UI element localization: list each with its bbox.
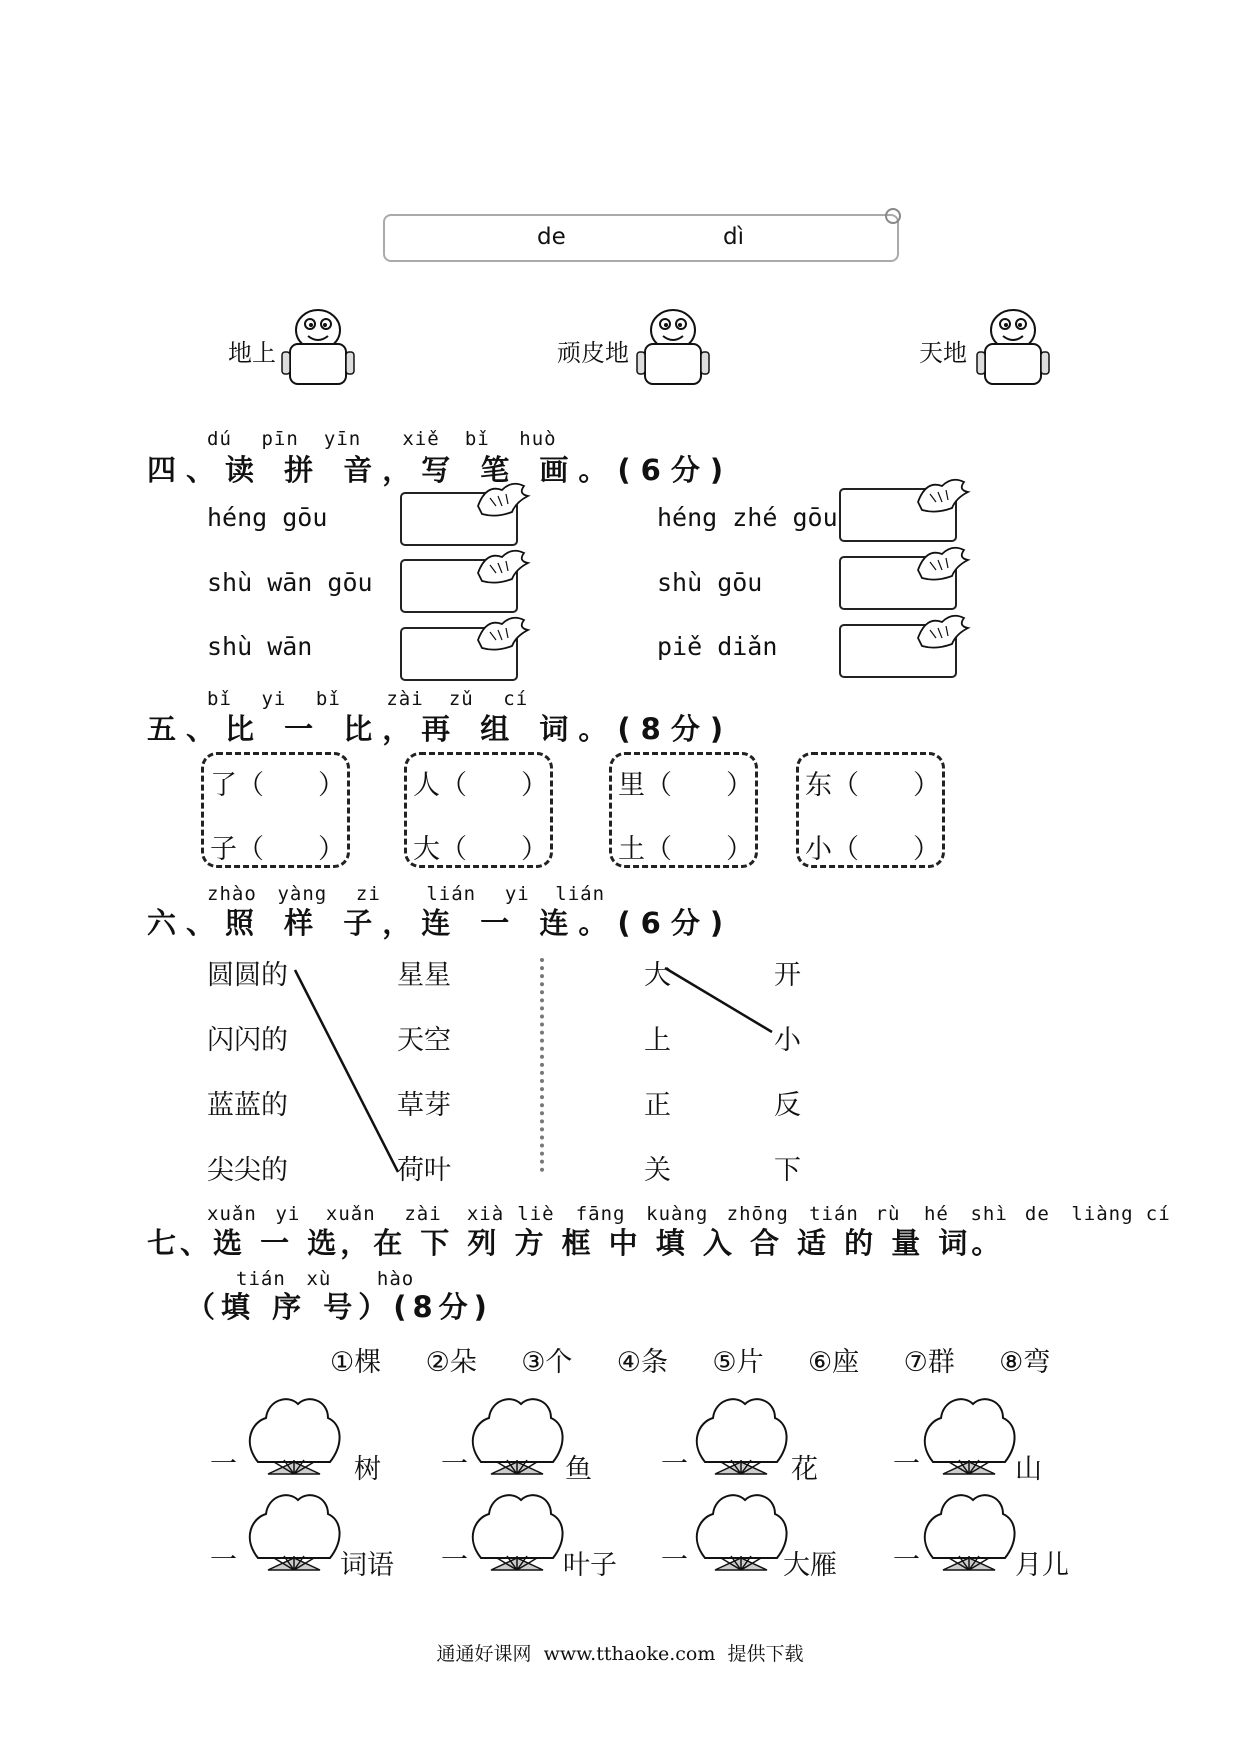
stroke-item: shù wān bbox=[207, 632, 313, 661]
option: ⑤片 bbox=[712, 1347, 764, 1378]
shell-box-icon[interactable] bbox=[919, 1392, 1019, 1480]
prefix-yi: 一 bbox=[661, 1545, 688, 1576]
measure-word-options bbox=[330, 1340, 1050, 1379]
section7-title-line1: 七、选 一 选，在 下 列 方 框 中 填 入 合 适 的 量 词。 bbox=[147, 1226, 1005, 1260]
noun: 花 bbox=[791, 1454, 818, 1485]
word-blank[interactable]: 了（ ） bbox=[210, 770, 345, 801]
stroke-item: piě diǎn bbox=[657, 632, 778, 661]
shell-box-icon[interactable] bbox=[244, 1392, 344, 1480]
prefix-yi: 一 bbox=[661, 1449, 688, 1480]
option: ①棵 bbox=[330, 1347, 382, 1378]
pinyin-di: dì bbox=[723, 224, 744, 250]
match-char-right[interactable]: 下 bbox=[774, 1155, 801, 1186]
match-char-right[interactable]: 开 bbox=[774, 960, 801, 991]
option: ④条 bbox=[616, 1347, 668, 1378]
ground-word-1: 地上 bbox=[228, 339, 276, 367]
noun: 大雁 bbox=[783, 1550, 837, 1581]
stroke-item: shù wān gōu bbox=[207, 568, 373, 597]
ground-word-2: 顽皮地 bbox=[557, 339, 629, 367]
match-word-right[interactable]: 星星 bbox=[397, 960, 451, 991]
match-word-left[interactable]: 圆圆的 bbox=[207, 960, 288, 991]
noun: 词语 bbox=[340, 1550, 394, 1581]
word-blank[interactable]: 大（ ） bbox=[413, 834, 548, 865]
match-word-right[interactable]: 荷叶 bbox=[397, 1155, 451, 1186]
section7-pinyin-line2: tián xù hào bbox=[236, 1268, 415, 1290]
match-char-right[interactable]: 反 bbox=[774, 1090, 801, 1121]
match-word-right[interactable]: 天空 bbox=[397, 1025, 451, 1056]
footer-credit: 通通好课网 www.tthaoke.com 提供下载 bbox=[436, 1643, 804, 1665]
match-word-right[interactable]: 草芽 bbox=[397, 1090, 451, 1121]
match-char-left[interactable]: 大 bbox=[644, 960, 671, 991]
shell-box-icon[interactable] bbox=[244, 1488, 344, 1576]
shell-box-icon[interactable] bbox=[919, 1488, 1019, 1576]
section6-title: 六、照 样 子，连 一 连。(6分) bbox=[147, 906, 734, 940]
section6-pinyin: zhào yàng zi lián yi lián bbox=[207, 883, 606, 905]
option: ②朵 bbox=[425, 1347, 477, 1378]
match-word-left[interactable]: 闪闪的 bbox=[207, 1025, 288, 1056]
option: ⑥座 bbox=[807, 1347, 860, 1378]
prefix-yi: 一 bbox=[893, 1449, 920, 1480]
prefix-yi: 一 bbox=[210, 1545, 237, 1576]
stroke-item: shù gōu bbox=[657, 568, 763, 597]
prefix-yi: 一 bbox=[210, 1449, 237, 1480]
prefix-yi: 一 bbox=[893, 1545, 920, 1576]
match-char-right[interactable]: 小 bbox=[774, 1025, 801, 1056]
noun: 山 bbox=[1015, 1454, 1042, 1485]
word-blank[interactable]: 里（ ） bbox=[618, 770, 753, 801]
section5-pinyin: bǐ yi bǐ zài zǔ cí bbox=[207, 688, 529, 710]
noun: 月儿 bbox=[1015, 1550, 1069, 1581]
option: ⑧弯 bbox=[999, 1347, 1051, 1378]
shell-box-icon[interactable] bbox=[467, 1392, 567, 1480]
match-char-left[interactable]: 正 bbox=[644, 1090, 671, 1121]
section7-pinyin-line1: xuǎn yi xuǎn zài xià liè fāng kuàng zhōng tián rù hé shì de liàng cí bbox=[207, 1203, 1171, 1225]
prefix-yi: 一 bbox=[441, 1545, 468, 1576]
option: ⑦群 bbox=[903, 1347, 955, 1378]
word-blank[interactable]: 人（ ） bbox=[413, 770, 548, 801]
word-blank[interactable]: 土（ ） bbox=[618, 834, 753, 865]
match-char-left[interactable]: 关 bbox=[644, 1155, 671, 1186]
stroke-item: héng zhé gōu bbox=[657, 503, 838, 532]
match-char-left[interactable]: 上 bbox=[644, 1025, 671, 1056]
shell-box-icon[interactable] bbox=[691, 1488, 791, 1576]
stroke-item: héng gōu bbox=[207, 503, 328, 532]
section4-pinyin: dú pīn yīn xiě bǐ huò bbox=[207, 428, 557, 450]
match-word-left[interactable]: 尖尖的 bbox=[207, 1155, 288, 1186]
shell-box-icon[interactable] bbox=[467, 1488, 567, 1576]
section4-title: 四、读 拼 音，写 笔 画。(6分) bbox=[147, 453, 734, 487]
section5-title: 五、比 一 比，再 组 词。(8分) bbox=[147, 712, 734, 746]
option: ③个 bbox=[521, 1347, 573, 1378]
word-blank[interactable]: 子（ ） bbox=[210, 834, 345, 865]
example-line bbox=[295, 970, 398, 1172]
word-blank[interactable]: 东（ ） bbox=[805, 770, 940, 801]
example-line bbox=[665, 968, 772, 1032]
prefix-yi: 一 bbox=[441, 1449, 468, 1480]
noun: 鱼 bbox=[565, 1454, 592, 1485]
ground-word-3: 天地 bbox=[919, 339, 967, 367]
shell-box-icon[interactable] bbox=[691, 1392, 791, 1480]
match-word-left[interactable]: 蓝蓝的 bbox=[207, 1090, 288, 1121]
noun: 叶子 bbox=[563, 1550, 617, 1581]
section7-title-line2: （填 序 号）(8分) bbox=[186, 1290, 493, 1324]
word-blank[interactable]: 小（ ） bbox=[805, 834, 940, 865]
noun: 树 bbox=[354, 1454, 381, 1485]
pinyin-de: de bbox=[537, 224, 566, 250]
